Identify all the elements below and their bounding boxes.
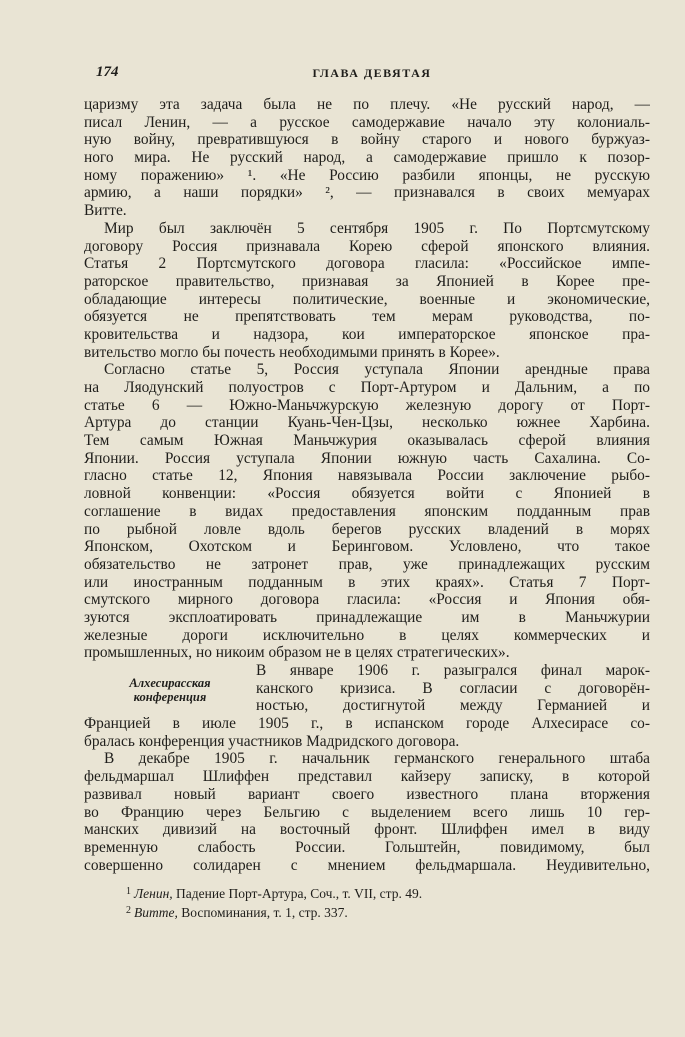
text-line: Витте. — [84, 202, 127, 220]
sidenote-adjacent-text — [256, 662, 650, 715]
sidenote-line: конференция — [133, 690, 207, 704]
footnote-mark: 1 — [126, 886, 131, 897]
text-line: Японии. Россия уступала Японии южную часть Сахалина. Со- — [84, 449, 650, 467]
text-line: ному поражению» ¹. «Не Россию разбили японцы, не русскую — [84, 166, 650, 184]
text-line: статье 6 — Южно-Маньчжурскую железную дорогу от Порт- — [84, 396, 650, 414]
text-line: или иностранным подданным в этих краях». Статья 7 Порт- — [84, 573, 650, 591]
text-line: зуются эксплоатировать принадлежащие им в Маньчжурии — [84, 608, 650, 626]
text-line: манских дивизий на восточный фронт. Шлиффен имел в виду — [84, 821, 650, 839]
text-line: во Францию через Бельгию с выделением всего лишь 10 гер- — [84, 803, 650, 821]
footnote — [126, 902, 626, 921]
text-line: Согласно статье 5, Россия уступала Японии арендные права — [104, 361, 650, 379]
text-line: обязательство не затронет прав, уже принадлежащих русским — [84, 555, 650, 573]
sidenote-line: Алхесирасская — [129, 676, 211, 690]
text-line: ностью, достигнутой между Германией и — [256, 697, 650, 715]
text-line: ную войну, превратившуюся в войну старого и нового буржуаз- — [84, 131, 650, 149]
text-line: бралась конференция участников Мадридского договора. — [84, 732, 460, 750]
text-line: армию, а наши порядки» ², — признавался в своих мемуарах — [84, 184, 650, 202]
text-line: ного мира. Не русский народ, а самодержавие пришло к позор- — [84, 149, 650, 167]
text-line: Тем самым Южная Маньчжурия оказывалась сферой влияния — [84, 432, 650, 450]
text-line: Статья 2 Портсмутского договора гласила: «Российское импе- — [84, 255, 650, 273]
text-line: соглашение в видах предоставления японским подданным прав — [84, 502, 650, 520]
footnote-author: Витте, — [134, 905, 178, 920]
text-line: В январе 1906 г. разыгрался финал марок- — [256, 662, 650, 679]
footnote-author: Ленин, — [134, 886, 173, 901]
text-line: Японском, Охотском и Беринговом. Условлено, что такое — [84, 538, 650, 556]
footnote-mark: 2 — [126, 905, 131, 916]
text-line: фельдмаршал Шлиффен представил кайзеру записку, в которой — [84, 768, 650, 786]
sidenote-paragraph — [84, 662, 650, 715]
text-line: обязуется не препятствовать тем мерам руководства, по- — [84, 308, 650, 326]
text-line: железные дороги исключительно в целях коммерческих и — [84, 626, 650, 644]
text-line: Францией в июле 1905 г., в испанском городе Алхесирасе со- — [84, 715, 650, 733]
text-line: совершенно солидарен с мнением фельдмаршала. Неудивительно, — [84, 856, 650, 874]
page-header — [96, 64, 648, 86]
text-line: писал Ленин, — а русское самодержавие начало эту колониаль- — [84, 113, 650, 131]
text-line: промышленных, но никоим образом не в целях стратегических». — [84, 644, 510, 662]
main-text-continued — [84, 715, 650, 874]
text-line: на Ляодунский полуостров с Порт-Артуром и Дальним, а по — [84, 379, 650, 396]
text-line: кровительства и надзора, кои императорское японское пра- — [84, 325, 650, 343]
text-line: раторское правительство, признавая за Японией в Корее пре- — [84, 272, 650, 290]
footnotes — [126, 883, 626, 921]
page-body — [84, 96, 650, 874]
text-line: царизму эта задача была не по плечу. «Не русский народ, — — [84, 96, 650, 113]
text-line: по рыбной ловле вдоль берегов русских владений в морях — [84, 520, 650, 538]
footnote — [126, 883, 626, 902]
text-line: развивал новый вариант своего известного плана вторжения — [84, 785, 650, 803]
running-title: ГЛАВА ДЕВЯТАЯ — [312, 66, 432, 80]
text-line: обладающие интересы политические, военные и экономические, — [84, 290, 650, 308]
text-line: временную слабость России. Гольштейн, повидимому, был — [84, 838, 650, 856]
text-line: Мир был заключён 5 сентября 1905 г. По Портсмутскому — [104, 219, 650, 237]
text-line: смутского мирного договора гласила: «Россия и Япония обя- — [84, 591, 650, 609]
sidenote — [84, 662, 256, 715]
main-text — [84, 96, 650, 662]
text-line: вительство могло бы почесть необходимыми принять в Корее». — [84, 343, 500, 361]
page-number: 174 — [96, 64, 119, 80]
footnote-text: Падение Порт-Артура, Соч., т. VII, стр. 49. — [172, 886, 423, 901]
text-line: ловной конвенции: «Россия обязуется войти с Японией в — [84, 485, 650, 503]
text-line: Артура до станции Куань-Чен-Цзы, несколько южнее Харбина. — [84, 414, 650, 432]
footnote-text: Воспоминания, т. 1, стр. 337. — [177, 905, 348, 920]
text-line: В декабре 1905 г. начальник германского генерального штаба — [104, 750, 650, 768]
text-line: канского кризиса. В согласии с договорён- — [256, 679, 650, 697]
text-line: договору Россия признавала Корею сферой японского влияния. — [84, 237, 650, 255]
text-line: гласно статье 12, Япония навязывала России заключение рыбо- — [84, 467, 650, 485]
